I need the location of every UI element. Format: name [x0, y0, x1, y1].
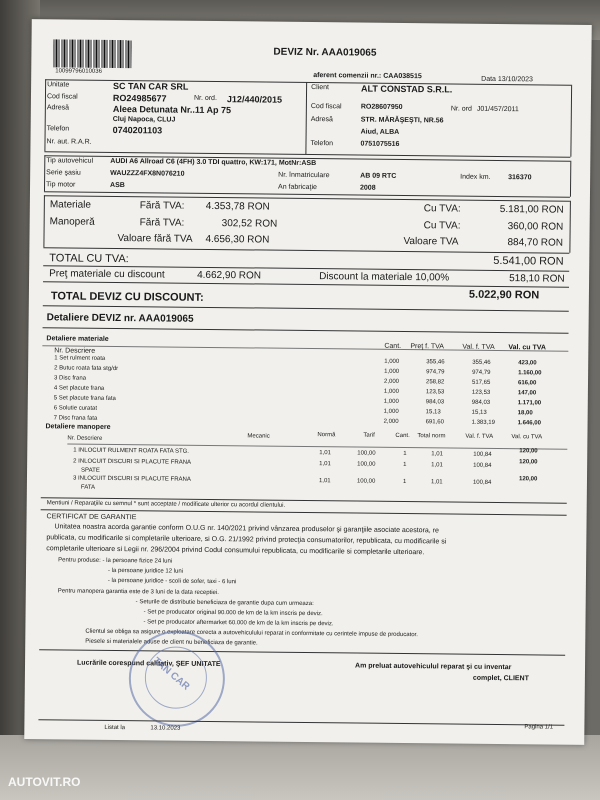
tip-motor-label: Tip motor [46, 181, 76, 189]
man-cell-desc1: 2 INLOCUIT DISCURI SI PLACUTE FRANA [73, 458, 192, 466]
client-label: Client [311, 84, 330, 92]
cod-fiscal-label: Cod fiscal [46, 93, 78, 101]
materiale-fara-tva-label: Fără TVA: [139, 200, 185, 212]
client-nr-ord-value: J01/457/2011 [476, 105, 519, 114]
man-header-norma: Normă [317, 432, 336, 439]
preluat-label-1: Am preluat autovehiculul reparat şi cu inventar [354, 662, 512, 672]
discount-label: Discount la materiale 10,00% [319, 271, 450, 284]
cert-line-7: Pentru manopera garantia este de 3 luni de la data receptiei. [57, 588, 219, 597]
mat-cell-val: 1.383,19 [471, 419, 495, 426]
total-cu-tva: 5.541,00 RON [493, 254, 564, 268]
mat-cell-pret: 691,60 [425, 419, 444, 426]
tip-auto-value: AUDI A6 Allroad C6 (4FH) 3.0 TDI quattro, KW:171, MotNr:ASB [110, 157, 317, 168]
man-cell-tarif: 100,00 [356, 478, 376, 485]
mat-header-valcu: Val. cu TVA [508, 344, 547, 352]
mat-cell-desc: 2 Butuc roata fata stg/dr [54, 365, 119, 373]
man-cell-tarif: 100,00 [357, 461, 376, 468]
nr-aut-label: Nr. aut. R.A.R. [46, 138, 92, 146]
valoare-tva-label: Valoare TVA [403, 235, 459, 248]
man-cell-desc1: 1 INLOCUIT RULMENT ROATA FATA STG. [73, 447, 189, 455]
man-header-desc: Nr. Descriere [67, 435, 103, 442]
tip-motor-value: ASB [110, 181, 125, 190]
materiale-cu-tva-label: Cu TVA: [423, 203, 461, 215]
cert-line-10: - Set pe producator aftermarket 60.000 de km de la km inscris pe deviz. [143, 619, 334, 628]
index-km-label: Index km. [460, 173, 491, 181]
adresa-2: Cluj Napoca, CLUJ [112, 115, 176, 124]
pagina: Pagina 1/1 [524, 724, 554, 731]
cert-line-12: Piesele si materialele aduse de client nu beneficiaza de garantie. [85, 638, 258, 647]
man-header-mecanic: Mecanic [247, 433, 270, 440]
mat-cell-val: 974,79 [472, 369, 491, 376]
mat-cell-desc: 5 Set placute frana fata [53, 395, 116, 402]
total-discount: 5.022,90 RON [468, 288, 540, 302]
man-cell-cant: 1 [403, 451, 407, 458]
client-telefon-label: Telefon [310, 140, 334, 148]
man-cell-tarif: 100,00 [357, 450, 376, 457]
mat-cell-valcu: 1.171,00 [517, 400, 542, 407]
mat-cell-val: 15,13 [471, 409, 487, 416]
cert-line-3: completarile ulterioare si Legii nr. 296/2004 privind Codul consumului republicata, cu modificarile si completarile ulterioare. [46, 545, 425, 557]
man-header-cant: Cant. [395, 432, 410, 440]
manopere-section-title: Detaliere manopere [45, 423, 111, 431]
nr-inmatriculare-value: AB 09 RTC [360, 172, 397, 180]
index-km-value: 316370 [508, 174, 532, 182]
materiale-section-title: Detaliere materiale [46, 335, 109, 343]
mat-cell-cant: 1,000 [383, 398, 399, 405]
man-header-val: Val. f. TVA [465, 433, 494, 440]
valoare-fara-tva-label: Valoare fără TVA [117, 232, 193, 245]
mat-cell-pret: 15,13 [425, 409, 441, 416]
mat-cell-cant: 1,000 [383, 388, 399, 395]
barcode-number: 10099796010036 [55, 68, 102, 75]
mat-cell-pret: 974,79 [426, 369, 445, 376]
detaliere-title: Detaliere DEVIZ nr. AAA019065 [46, 312, 194, 325]
telefon-label: Telefon [46, 125, 70, 133]
total-cu-tva-label: TOTAL CU TVA: [49, 252, 129, 266]
man-cell-valcu: 120,00 [519, 459, 538, 466]
watermark: AUTOVIT.RO [8, 775, 81, 789]
man-cell-valcu: 120,00 [518, 476, 538, 483]
client-adresa-2: Aiud, ALBA [360, 128, 400, 136]
man-cell-val: 100,84 [473, 451, 492, 458]
data: Data 13/10/2023 [481, 75, 533, 84]
cert-line-11: Clientul se obliga sa asigure o exploatare corecta a autovehiculului reparat in conformitate cu cerintele impuse de producator. [85, 628, 418, 639]
listat-date: 13.10.2023 [150, 725, 181, 732]
doc-title: DEVIZ Nr. AAA019065 [273, 46, 377, 59]
manopera-fara-tva-label: Fără TVA: [139, 217, 185, 229]
mat-cell-desc: 4 Set placute frana [53, 385, 105, 392]
mat-cell-cant: 2,000 [383, 418, 399, 425]
man-cell-cant: 1 [402, 479, 407, 486]
mat-cell-valcu: 1.160,00 [518, 370, 542, 377]
stamp-text: TAN CAR [150, 655, 192, 693]
cert-line-1: Unitatea noastra acorda garantie conform O.U.G nr. 140/2021 privind vânzarea produselor şi garanţiile asociate acestora, re [54, 523, 439, 535]
mat-cell-pret: 984,03 [425, 399, 445, 406]
mat-cell-desc: 1 Set rulment roata [54, 355, 106, 362]
materiale-cu-tva: 5.181,00 RON [499, 203, 564, 216]
total-discount-label: TOTAL DEVIZ CU DISCOUNT: [50, 290, 204, 304]
materiale-fara-tva: 4.353,78 RON [205, 200, 270, 213]
cert-line-9: - Set pe producator original 90.000 de km de la km inscris pe deviz. [143, 609, 323, 618]
client-adresa-1: STR. MĂRĂŞEŞTI, NR.56 [360, 116, 444, 125]
aferent: aferent comenzii nr.: CAA038515 [313, 72, 422, 81]
cert-line-8: - Seturile de distributie beneficiaza de garantie dupa cum urmeaza: [135, 599, 314, 608]
mat-header-cant: Cant. [384, 342, 402, 350]
barcode [53, 39, 131, 68]
cert-line-2: publicata, cu modificarile si completarile ulterioare, si O.G. 21/1992 privind protecţia consumatorilor, republicata, cu modificarile si [46, 534, 447, 546]
mat-cell-valcu: 18,00 [517, 410, 533, 417]
man-cell-val: 100,84 [472, 479, 492, 486]
unitate-value: SC TAN CAR SRL [113, 80, 189, 92]
mat-cell-val: 355,46 [472, 359, 491, 366]
man-header-total: Total norm [417, 433, 446, 440]
client-nr-ord-label: Nr. ord [450, 105, 472, 113]
client-cod-fiscal-label: Cod fiscal [310, 103, 342, 111]
manopera-fara-tva: 302,52 RON [221, 218, 278, 230]
manopera-cu-tva-label: Cu TVA: [423, 220, 461, 232]
man-header-tarif: Tarif [363, 432, 375, 439]
mat-cell-desc: 6 Solutie curatat [53, 405, 98, 412]
pret-discount: 4.662,90 RON [197, 269, 262, 282]
man-cell-desc2: FATA [80, 484, 96, 491]
man-cell-val: 100,84 [473, 462, 492, 469]
mat-cell-cant: 1,000 [384, 368, 400, 375]
mat-cell-valcu: 423,00 [518, 360, 537, 367]
man-cell-desc2: SPATE [81, 467, 100, 474]
certificat-title: CERTIFICAT DE GARANTIE [46, 513, 137, 522]
cert-line-4: Pentru produse: - la persoane fizice 24 luni [58, 557, 173, 565]
telefon-value: 0740201103 [112, 124, 163, 136]
nr-ord-label: Nr. ord. [193, 94, 217, 103]
client-adresa-label: Adresă [310, 116, 333, 124]
an-fabricatie-value: 2008 [359, 184, 376, 192]
materiale-label: Materiale [49, 199, 92, 211]
nr-inmatriculare-label: Nr. înmatriculare [278, 171, 330, 180]
mat-header-val: Val. f. TVA [462, 343, 495, 351]
mentiuni: Mentiuni / Reparaţiile cu semnul * sunt acceptate / modificate ulterior cu acordul clientului. [46, 500, 286, 509]
man-cell-norma: 1,01 [318, 478, 331, 485]
man-cell-total: 1,01 [430, 479, 443, 486]
mat-cell-val: 517,65 [471, 379, 491, 386]
mat-cell-val: 123,53 [471, 389, 491, 396]
serie-sasiu-value: WAUZZZ4FX8N076210 [110, 169, 185, 178]
an-fabricatie-label: An fabricaţie [278, 183, 317, 192]
man-cell-total: 1,01 [431, 462, 443, 469]
mat-cell-cant: 1,000 [383, 408, 399, 415]
nr-ord-value: J12/440/2015 [226, 94, 283, 105]
tip-auto-label: Tip autovehicul [46, 157, 94, 165]
mat-cell-valcu: 616,00 [517, 380, 537, 387]
man-cell-total: 1,01 [431, 451, 443, 458]
cod-fiscal-value: RO24985677 [112, 92, 167, 104]
unitate-label: Unitate [47, 81, 70, 89]
mat-header-desc: Nr. Descriere [54, 347, 96, 355]
mat-cell-pret: 123,53 [425, 389, 445, 396]
man-header-valcu: Val. cu TVA [511, 434, 543, 441]
adresa-label: Adresă [46, 104, 70, 112]
background-bottom [0, 735, 600, 800]
man-cell-desc1: 3 INLOCUIT DISCURI SI PLACUTE FRANA [72, 475, 191, 483]
mat-cell-cant: 1,000 [384, 358, 400, 365]
mat-header-pret: Preţ f. TVA [410, 343, 445, 351]
listat-label: Listat la [104, 724, 126, 732]
man-cell-cant: 1 [403, 462, 407, 469]
cert-line-6: - la persoane juridice - scoli de sofer, taxi - 6 luni [107, 577, 237, 586]
man-cell-valcu: 120,00 [519, 448, 538, 455]
document-page [24, 19, 592, 745]
man-cell-norma: 1,01 [319, 450, 331, 457]
valoare-fara-tva: 4.656,30 RON [205, 233, 270, 246]
adresa-1: Aleea Detunata Nr..11 Ap 75 [112, 103, 232, 116]
mat-cell-pret: 258,82 [425, 379, 445, 386]
mat-cell-cant: 2,000 [383, 378, 400, 385]
cert-line-5: - la persoane juridice 12 luni [107, 567, 184, 575]
client-value: ALT CONSTAD S.R.L. [361, 83, 453, 95]
mat-cell-valcu: 1.646,00 [517, 420, 541, 427]
serie-sasiu-label: Serie şasiu [46, 169, 81, 177]
manopera-label: Manoperă [49, 216, 95, 228]
valoare-tva: 884,70 RON [507, 237, 564, 249]
client-telefon-value: 0751075516 [360, 140, 400, 148]
manopera-cu-tva: 360,00 RON [507, 221, 564, 233]
mat-cell-val: 984,03 [471, 399, 491, 406]
mat-cell-desc: 3 Disc frana [53, 375, 87, 382]
man-cell-norma: 1,01 [319, 461, 331, 468]
mat-cell-valcu: 147,00 [517, 390, 537, 397]
discount: 518,10 RON [509, 273, 565, 285]
pret-discount-label: Preţ materiale cu discount [49, 268, 165, 281]
preluat-label-2: complet, CLIENT [472, 674, 529, 683]
mat-cell-desc: 7 Disc frana fata [53, 415, 98, 422]
company-stamp [128, 630, 225, 727]
mat-cell-pret: 355,46 [426, 359, 445, 366]
client-cod-fiscal-value: RO28607950 [360, 103, 403, 111]
lucrarile-label: Lucrările corespund calitativ, ŞEF UNITATE [77, 659, 221, 669]
